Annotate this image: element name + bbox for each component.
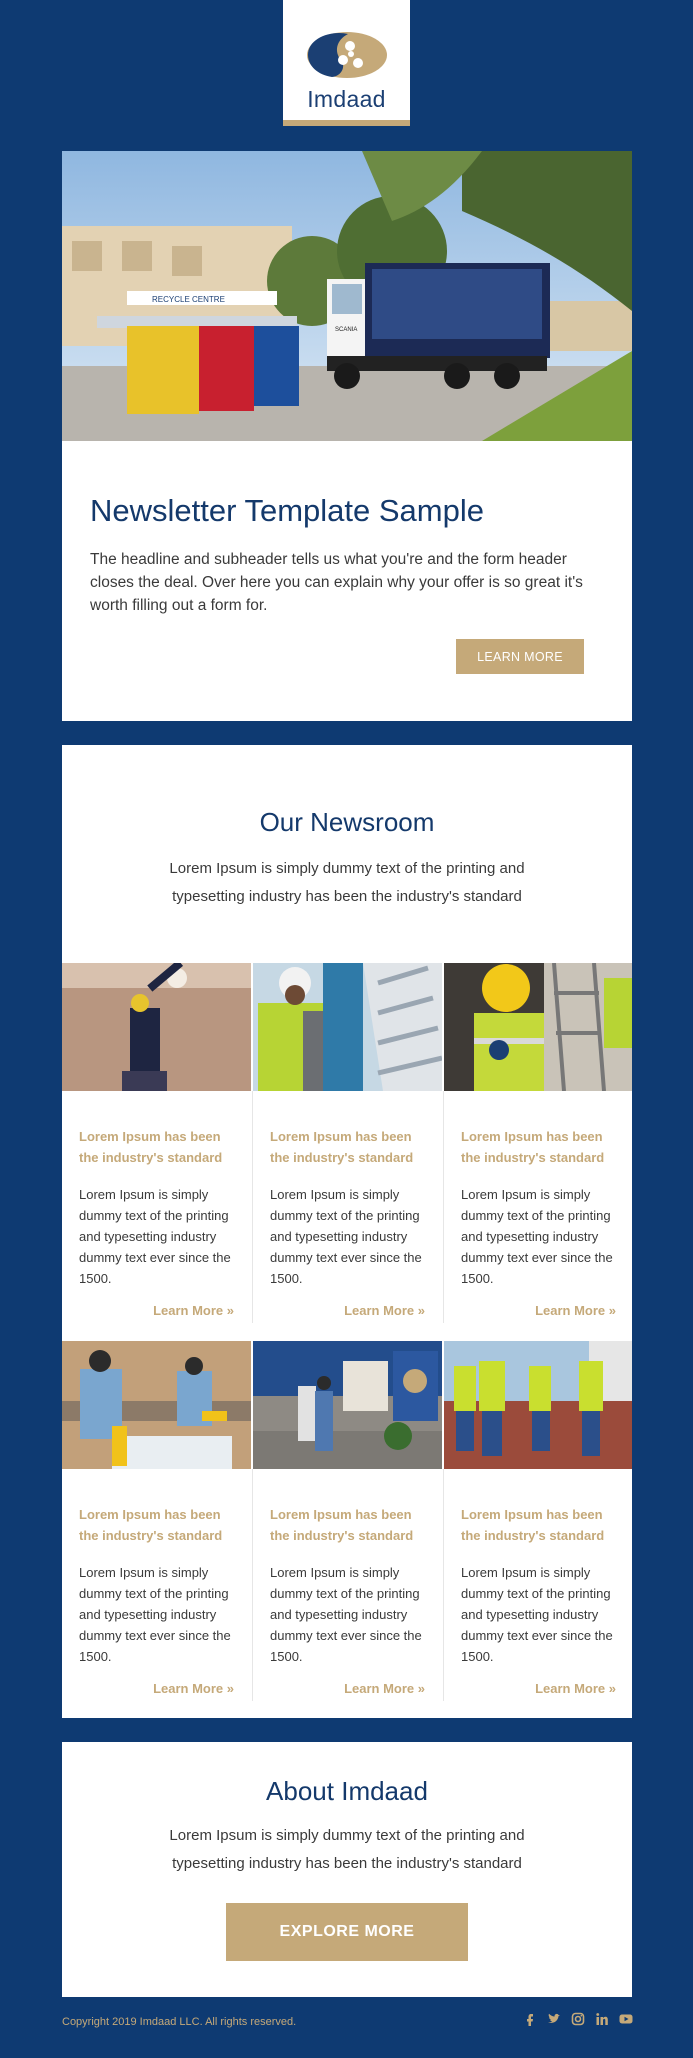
copyright-text: Copyright 2019 Imdaad LLC. All rights reserved. bbox=[62, 2016, 297, 2028]
news-item-learn-more-link[interactable]: Learn More » bbox=[344, 1303, 425, 1318]
about-card bbox=[62, 1742, 632, 1997]
truck-brand-text: SCANIA bbox=[335, 327, 358, 333]
news-item-text: Lorem Ipsum is simply dummy text of the printing and typesetting industry dummy text ever since the 1500. bbox=[270, 1187, 422, 1286]
news-item-text: Lorem Ipsum is simply dummy text of the printing and typesetting industry dummy text ever since the 1500. bbox=[270, 1565, 422, 1664]
newsroom-subtitle: Lorem Ipsum is simply dummy text of the printing and typesetting industry has been the industry's standard bbox=[169, 860, 525, 905]
instagram-icon[interactable] bbox=[571, 2012, 585, 2026]
column-divider bbox=[443, 1091, 444, 1323]
recycle-sign-text: RECYCLE CENTRE bbox=[152, 295, 225, 304]
about-title: About Imdaad bbox=[266, 1776, 428, 1806]
news-item-text: Lorem Ipsum is simply dummy text of the printing and typesetting industry dummy text ever since the 1500. bbox=[461, 1187, 613, 1286]
news-item bbox=[62, 1341, 251, 1701]
social-links bbox=[523, 2012, 633, 2026]
news-item-learn-more-link[interactable]: Learn More » bbox=[153, 1681, 234, 1696]
news-item bbox=[253, 1341, 442, 1701]
column-divider bbox=[252, 1469, 253, 1701]
learn-more-button[interactable]: LEARN MORE bbox=[456, 639, 584, 674]
news-item-image[interactable] bbox=[62, 1341, 251, 1469]
news-item-title[interactable]: Lorem Ipsum has been the industry's standard bbox=[79, 1129, 223, 1165]
news-item-image[interactable] bbox=[444, 1341, 633, 1469]
news-item bbox=[62, 963, 251, 1323]
news-item-text: Lorem Ipsum is simply dummy text of the printing and typesetting industry dummy text ever since the 1500. bbox=[79, 1187, 231, 1286]
about-subtitle: Lorem Ipsum is simply dummy text of the printing and typesetting industry has been the industry's standard bbox=[169, 1827, 525, 1872]
news-item-image[interactable] bbox=[444, 963, 633, 1091]
explore-more-button[interactable]: EXPLORE MORE bbox=[226, 1903, 468, 1961]
facebook-icon[interactable] bbox=[523, 2012, 537, 2026]
youtube-icon[interactable] bbox=[619, 2012, 633, 2026]
news-item-title[interactable]: Lorem Ipsum has been the industry's standard bbox=[270, 1507, 414, 1543]
column-divider bbox=[443, 1469, 444, 1701]
news-item bbox=[444, 963, 633, 1323]
news-item-title[interactable]: Lorem Ipsum has been the industry's standard bbox=[79, 1507, 223, 1543]
news-item-text: Lorem Ipsum is simply dummy text of the printing and typesetting industry dummy text ever since the 1500. bbox=[79, 1565, 231, 1664]
news-item bbox=[444, 1341, 633, 1701]
news-item-title[interactable]: Lorem Ipsum has been the industry's standard bbox=[270, 1129, 414, 1165]
hero-body: The headline and subheader tells us what you're and the form header closes the deal. Over here you can explain why your offer is so great it's worth filling out a form for. bbox=[90, 551, 583, 614]
news-item-learn-more-link[interactable]: Learn More » bbox=[535, 1681, 616, 1696]
logo[interactable] bbox=[283, 0, 410, 126]
newsroom-title: Our Newsroom bbox=[259, 807, 435, 837]
news-item-image[interactable] bbox=[253, 963, 442, 1091]
news-item-image[interactable] bbox=[253, 1341, 442, 1469]
hero-image bbox=[62, 151, 632, 441]
news-item bbox=[253, 963, 442, 1323]
news-item-title[interactable]: Lorem Ipsum has been the industry's standard bbox=[461, 1507, 605, 1543]
column-divider bbox=[252, 1091, 253, 1323]
news-item-title[interactable]: Lorem Ipsum has been the industry's standard bbox=[461, 1129, 605, 1165]
twitter-icon[interactable] bbox=[547, 2012, 561, 2026]
news-item-text: Lorem Ipsum is simply dummy text of the printing and typesetting industry dummy text ever since the 1500. bbox=[461, 1565, 613, 1664]
hero-card bbox=[62, 151, 632, 721]
imdaad-logo-icon bbox=[306, 30, 388, 80]
newsroom-card bbox=[62, 745, 632, 1718]
hero-title: Newsletter Template Sample bbox=[90, 493, 484, 528]
logo-wordmark: Imdaad bbox=[307, 86, 386, 112]
news-item-image[interactable] bbox=[62, 963, 251, 1091]
linkedin-icon[interactable] bbox=[595, 2012, 609, 2026]
news-item-learn-more-link[interactable]: Learn More » bbox=[535, 1303, 616, 1318]
news-item-learn-more-link[interactable]: Learn More » bbox=[153, 1303, 234, 1318]
news-item-learn-more-link[interactable]: Learn More » bbox=[344, 1681, 425, 1696]
